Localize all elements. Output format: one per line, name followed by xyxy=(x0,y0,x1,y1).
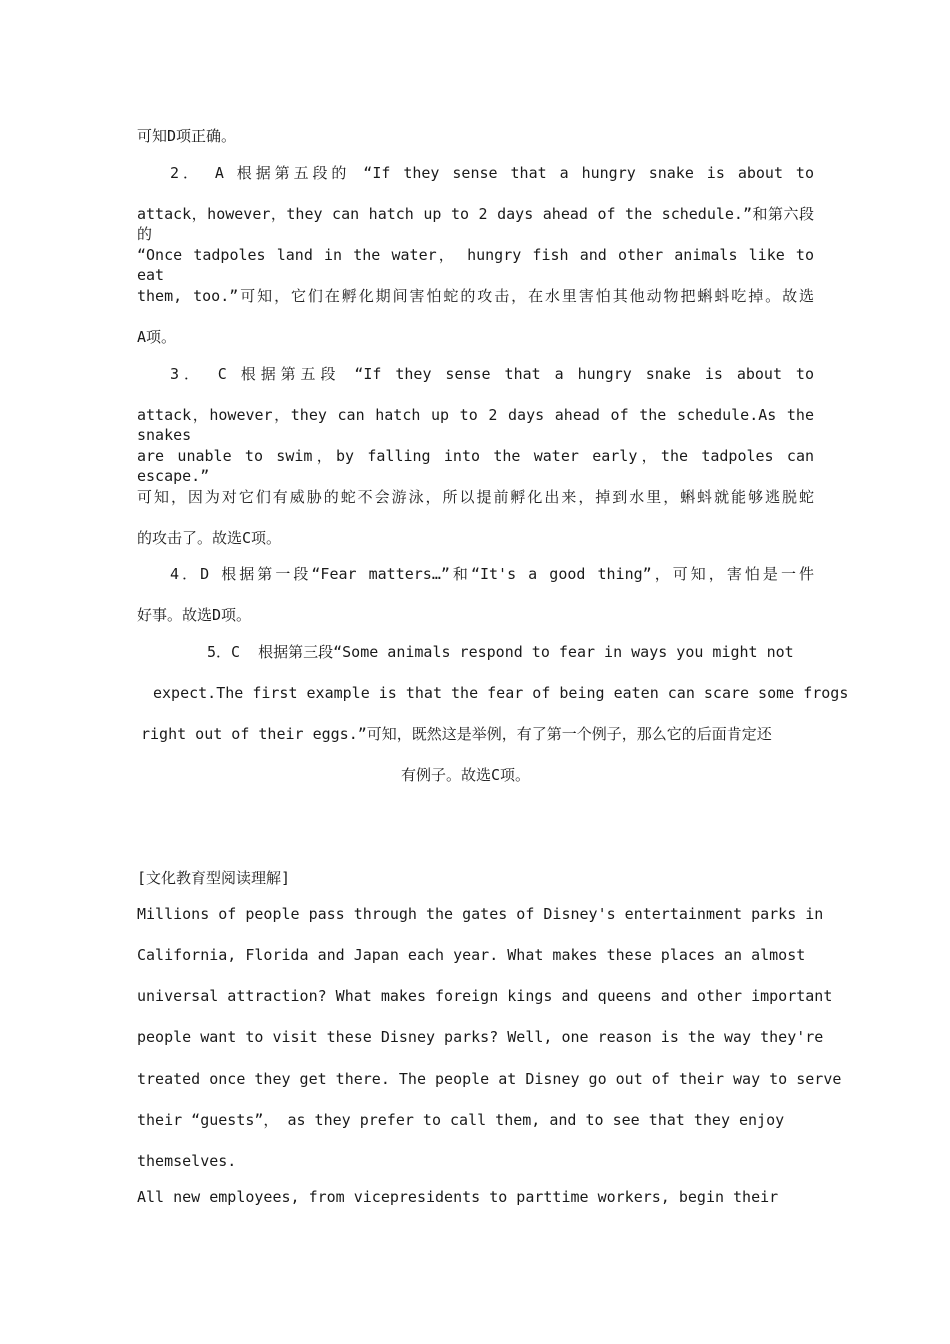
passage-line: California, Florida and Japan each year. What makes these places an almost xyxy=(137,946,806,964)
passage-line: Millions of people pass through the gates of Disney's entertainment parks in xyxy=(137,905,824,923)
passage-line: people want to visit these Disney parks? Well, one reason is the way they're xyxy=(137,1028,824,1046)
answer-3-line-3: are unable to swim，by falling into the water early，the tadpoles can escape.” xyxy=(137,447,814,485)
answer-3-line-4: 可知，因为对它们有威胁的蛇不会游泳，所以提前孵化出来，掉到水里，蝌蚪就能够逃脱蛇 xyxy=(137,488,814,506)
passage-line: treated once they get there. The people at Disney go out of their way to serve xyxy=(137,1070,842,1088)
answer-1-tail: 可知D项正确。 xyxy=(137,127,237,145)
answer-2-line-4: them, too.”可知，它们在孵化期间害怕蛇的攻击，在水里害怕其他动物把蝌蚪吃掉。故选 xyxy=(137,287,814,305)
answer-3-line-1: 3． C 根据第五段 “If they sense that a hungry snake is about to xyxy=(170,365,814,383)
answer-3-line-2: attack，however，they can hatch up to 2 days ahead of the schedule.As the snakes xyxy=(137,406,814,444)
answer-5-line-2: expect.The first example is that the fear of being eaten can scare some frogs xyxy=(153,684,849,702)
answer-5-line-4: 有例子。故选C项。 xyxy=(401,766,531,784)
answer-2-line-2: attack，however，they can hatch up to 2 days ahead of the schedule.”和第六段的 xyxy=(137,205,814,243)
section-heading: [文化教育型阅读理解] xyxy=(137,869,291,887)
passage-line: their “guests”， as they prefer to call them, and to see that they enjoy xyxy=(137,1111,785,1129)
passage-line: universal attraction? What makes foreign kings and queens and other important xyxy=(137,987,833,1005)
answer-2-line-1: 2． A 根据第五段的 “If they sense that a hungry snake is about to xyxy=(170,164,814,182)
passage-line: themselves. xyxy=(137,1152,237,1170)
passage-line: All new employees, from vicepresidents to parttime workers, begin their xyxy=(137,1188,779,1206)
answer-4-line-2: 好事。故选D项。 xyxy=(137,606,252,624)
answer-5-line-3: right out of their eggs.”可知，既然这是举例，有了第一个例子，那么它的后面肯定还 xyxy=(141,725,772,743)
answer-5-line-1: 5．C 根据第三段“Some animals respond to fear in ways you might not xyxy=(207,643,794,661)
answer-3-line-5: 的攻击了。故选C项。 xyxy=(137,529,282,547)
answer-2-line-5: A项。 xyxy=(137,328,177,346)
answer-4-line-1: 4．D 根据第一段“Fear matters…”和“It's a good thing”，可知，害怕是一件 xyxy=(170,565,814,583)
answer-2-line-3: “Once tadpoles land in the water， hungry fish and other animals like to eat xyxy=(137,246,814,284)
